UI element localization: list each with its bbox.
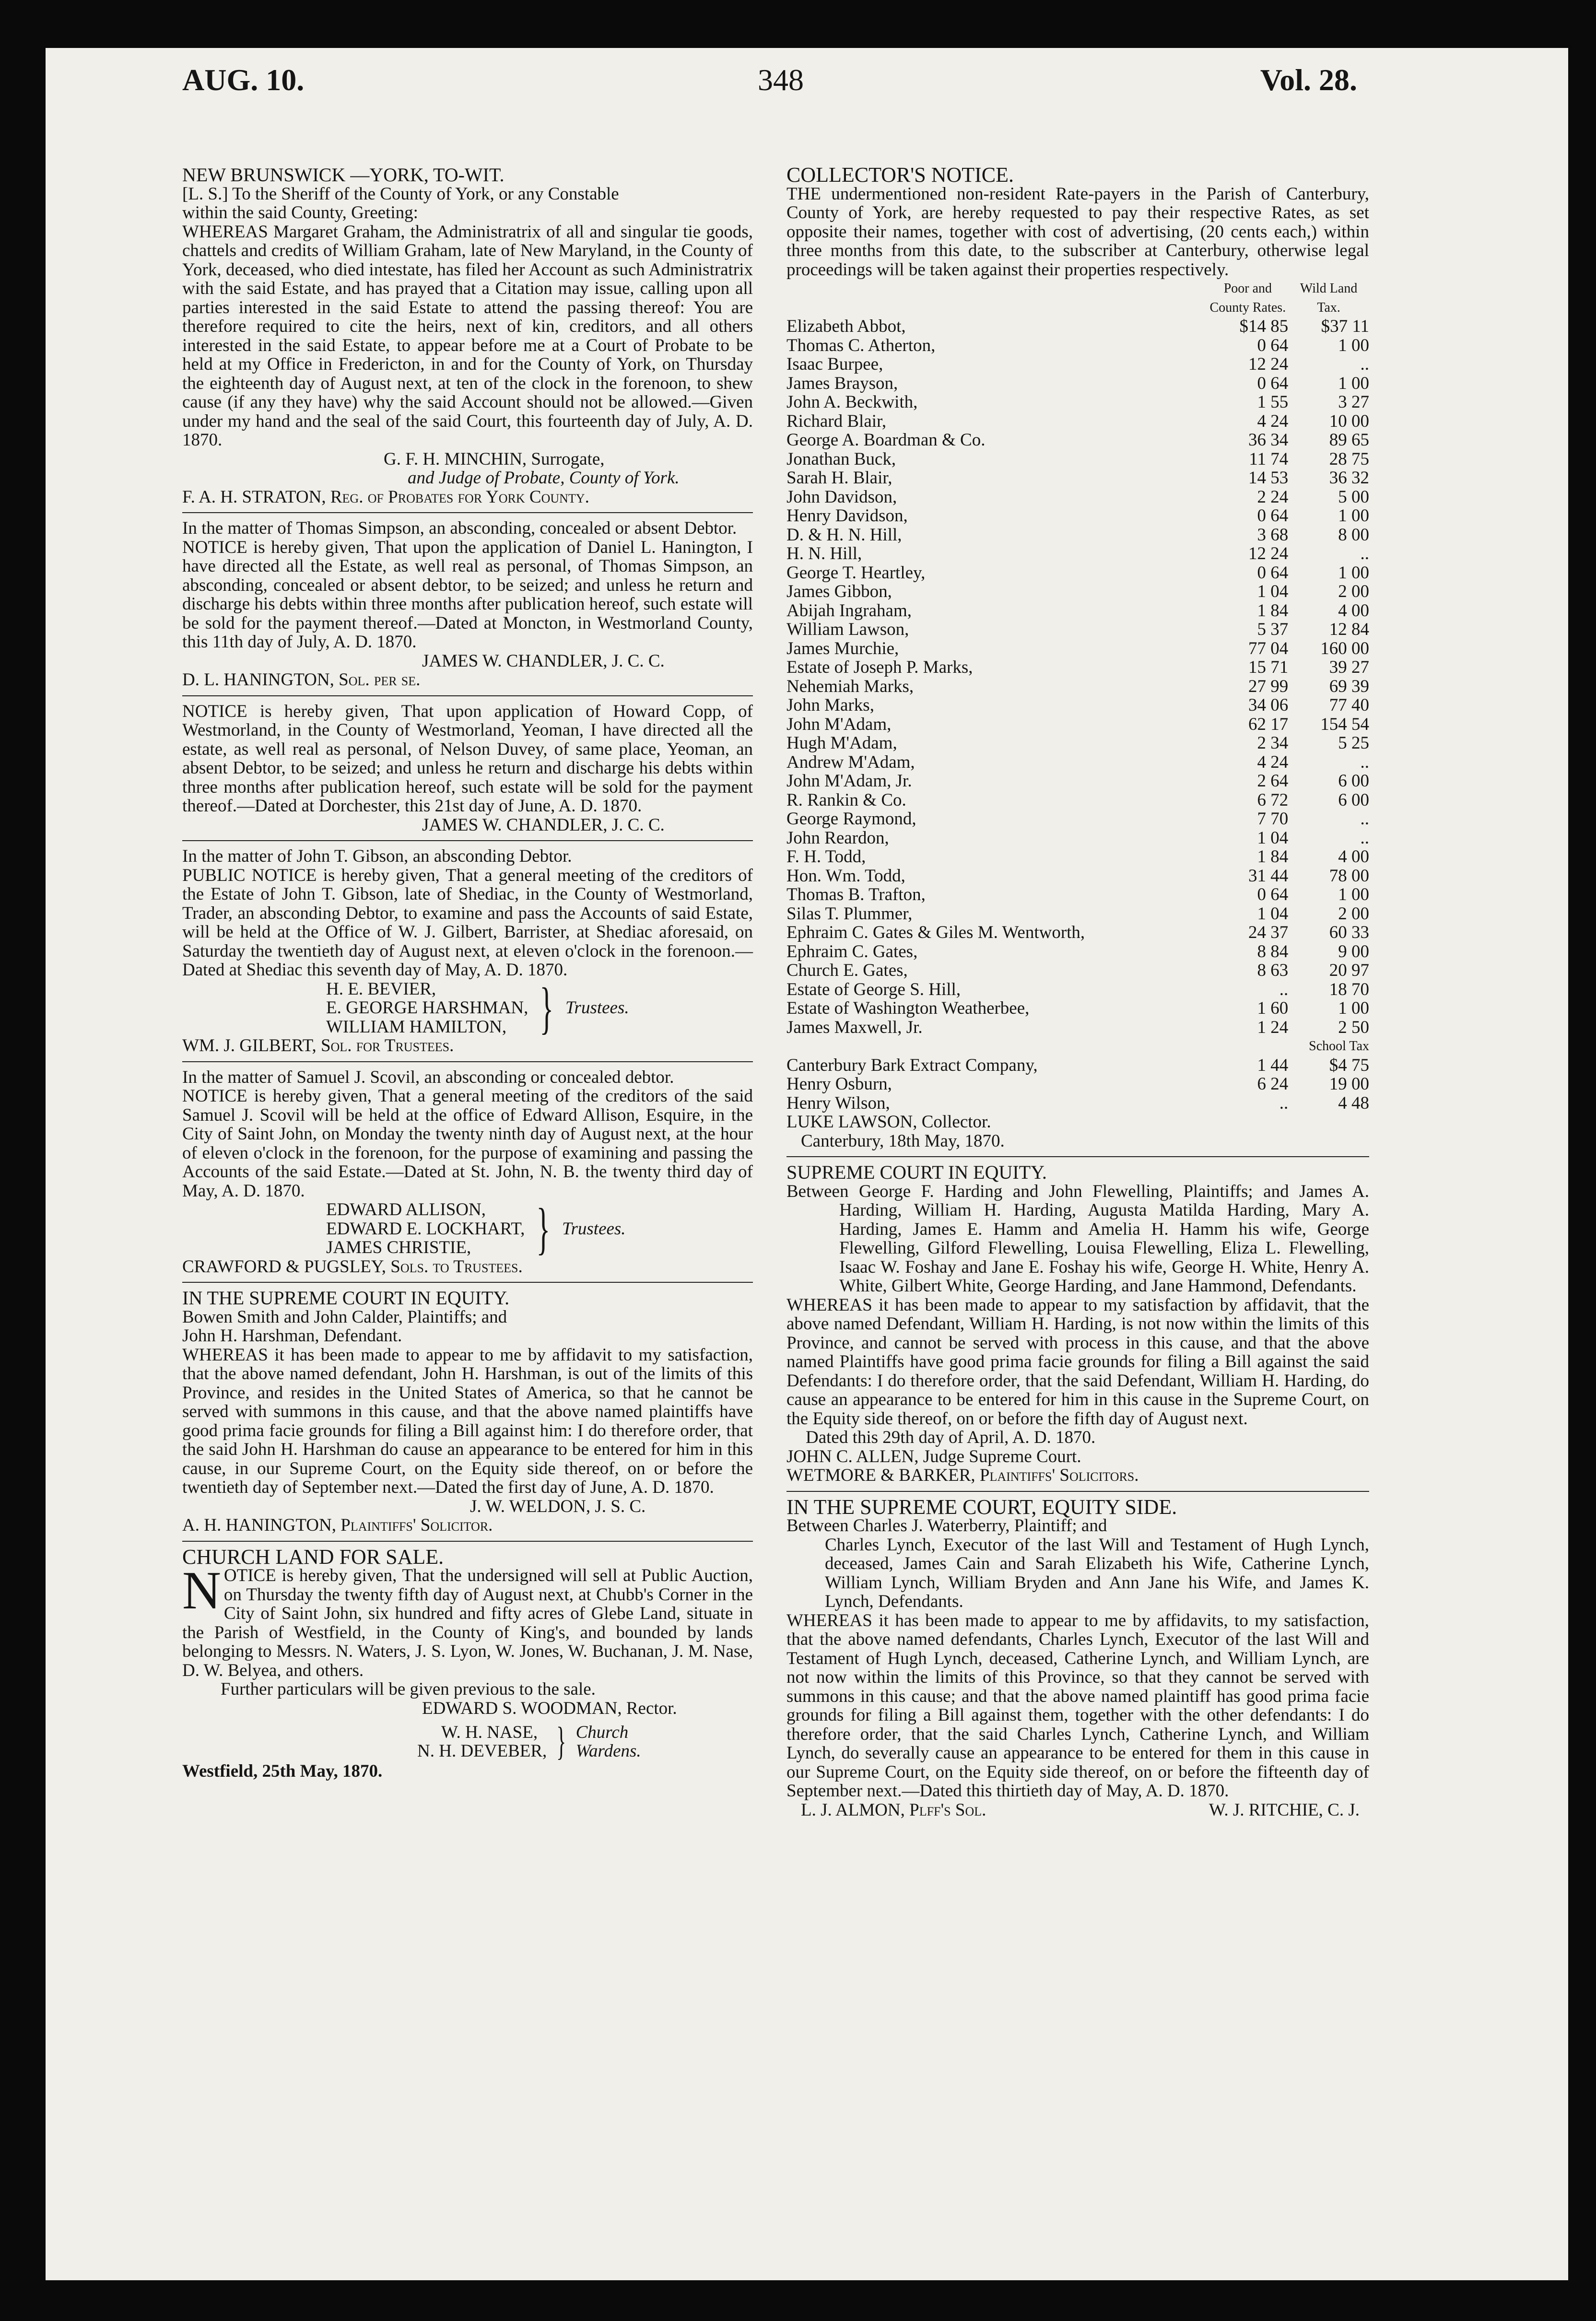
solicitor-line: WM. J. GILBERT, Sol. for Trustees. bbox=[182, 1036, 454, 1055]
notice-heading: In the matter of John T. Gibson, an absconding Debtor. bbox=[182, 846, 572, 866]
probate-citation-notice bbox=[182, 165, 753, 506]
trustee-names bbox=[326, 1200, 525, 1257]
solicitor-line: A. H. HANINGTON, Plaintiffs' Solicitor. bbox=[182, 1515, 493, 1535]
table-row bbox=[786, 544, 1369, 563]
harshman-equity-notice bbox=[182, 1289, 753, 1535]
rate-cell-name: James Maxwell, Jr. bbox=[786, 1017, 923, 1037]
rate-cell-name: Ephraim C. Gates & Giles M. Wentworth, bbox=[786, 923, 1085, 942]
rate-cell-poor-rate: 6 24 bbox=[1257, 1074, 1289, 1094]
address-line-1: To the Sheriff of the County of York, or any Constable bbox=[232, 184, 619, 204]
rate-cell-land-tax: 4 48 bbox=[1338, 1093, 1369, 1113]
table-row bbox=[786, 1056, 1369, 1075]
rate-cell-poor-rate: 1 44 bbox=[1257, 1055, 1289, 1075]
gibson-debtor-notice bbox=[182, 847, 753, 1055]
trustee-role: Trustees. bbox=[562, 1219, 626, 1239]
notice-body: WHEREAS Margaret Graham, the Administratrix of all and singular tie goods, chattels and credits of William Graham, late of New Maryland, in the County of York, deceased, who died intestate, has filed her Account as such Administratrix with the said Estate, and has prayed that a Citation may issue, calling upon all parties interested in the said Estate to attend the passing thereof: You are therefore required to cite the heirs, next of kin, creditors, and all others interested in the said Estate, to appear before me at a Court of Probate to be held at my Office in Fredericton, in and for the County of York, on Thursday the eighteenth day of August next, at ten of the clock in the forenoon, to shew cause (if any they have) why the said Account should not be allowed.—Given under my hand and the seal of the said Court, this fourteenth day of July, A. D. 1870. bbox=[182, 222, 753, 450]
rate-cell-poor-rate: 2 34 bbox=[1257, 733, 1289, 753]
rate-cell-land-tax: 160 00 bbox=[1320, 638, 1369, 658]
rate-cell-poor-rate: 2 64 bbox=[1257, 771, 1289, 791]
judge-signature: JOHN C. ALLEN, Judge Supreme Court. bbox=[786, 1446, 1081, 1466]
table-row bbox=[786, 620, 1369, 639]
rate-cell-poor-rate: 0 64 bbox=[1257, 506, 1289, 526]
address-line-2: within the said County, Greeting: bbox=[182, 203, 418, 223]
rate-cell-poor-rate: 4 24 bbox=[1257, 411, 1289, 431]
rate-cell-land-tax: 10 00 bbox=[1329, 411, 1369, 431]
rate-cell-land-tax: $4 75 bbox=[1329, 1055, 1369, 1075]
divider bbox=[182, 1282, 753, 1283]
table-row bbox=[786, 999, 1369, 1018]
divider bbox=[786, 1156, 1369, 1157]
school-tax-header-row bbox=[786, 1037, 1369, 1056]
rate-cell-land-tax: 12 84 bbox=[1329, 620, 1369, 639]
collectors-notice bbox=[786, 165, 1369, 1150]
rate-cell-name: Thomas B. Trafton, bbox=[786, 885, 926, 904]
rate-cell-name: F. H. Todd, bbox=[786, 847, 866, 867]
rate-cell-land-tax: 18 70 bbox=[1329, 979, 1369, 999]
rate-cell-land-tax: 3 27 bbox=[1338, 392, 1369, 412]
rate-cell-name: Estate of Joseph P. Marks, bbox=[786, 657, 973, 677]
notice-body bbox=[182, 1561, 753, 1680]
rate-cell-land-tax: 154 54 bbox=[1320, 714, 1369, 734]
rate-cell-land-tax: $37 11 bbox=[1321, 316, 1369, 336]
trustee-name: EDWARD ALLISON, bbox=[326, 1200, 486, 1219]
rate-cell-poor-rate: 34 06 bbox=[1248, 695, 1289, 715]
table-row bbox=[786, 393, 1369, 412]
rate-cell-land-tax: 69 39 bbox=[1329, 676, 1369, 696]
table-row bbox=[786, 526, 1369, 545]
trustee-block bbox=[182, 975, 753, 1040]
rate-cell-land-tax: 5 25 bbox=[1338, 733, 1369, 753]
divider bbox=[786, 1491, 1369, 1492]
rate-cell-poor-rate: 15 71 bbox=[1248, 657, 1289, 677]
rate-cell-name: John A. Beckwith, bbox=[786, 392, 918, 412]
issue-date: AUG. 10. bbox=[182, 63, 305, 97]
rate-cell-land-tax: .. bbox=[1360, 354, 1369, 374]
notice-body: NOTICE is hereby given, That upon application of Howard Copp, of Westmorland, in the County of Westmorland, Yeoman, I have directed all the estate, as well real as personal, of Nelson Duvey, of same place, Yeoman, an absent Debtor, to be seized; and unless he return and discharge his debts within three months after publication hereof, such estate will be sold for the payment thereof.—Dated at Dorchester, this 21st day of June, A. D. 1870. bbox=[182, 701, 753, 816]
notice-body: WHEREAS it has been made to appear to me by affidavit to my satisfaction, that the above named defendant, John H. Harshman, is out of the limits of this Province, and resides in the United States of America, so that he cannot be served with summons in this cause, and that the above named plaintiffs have good prima facie grounds for filing a Bill against him: I do therefore order, that the said John H. Harshman do cause an appearance to be entered for him in this cause, in our Supreme Court, on the Equity side thereof, on or before the twentieth day of September next.—Dated the first day of June, A. D. 1870. bbox=[182, 1345, 753, 1497]
signature: JAMES W. CHANDLER, J. C. C. bbox=[422, 815, 665, 835]
harding-equity-notice bbox=[786, 1163, 1369, 1485]
rate-cell-name: John Davidson, bbox=[786, 487, 897, 507]
rate-cell-land-tax: 1 00 bbox=[1338, 335, 1369, 355]
notice-body: WHEREAS it has been made to appear to my satisfaction by affidavit, that the above named Defendant, William H. Harding, is not now within the limits of this Province, and cannot be served with process in this cause, and that the above named Plaintiffs have good prima facie grounds for filing a Bill against the said Defendants: I do therefore order, that the said Defendant, William H. Harding, do cause an appearance to be entered for him in this cause in the Supreme Court, on the Equity side thereof, on or before the fifth day of August next. bbox=[786, 1295, 1369, 1429]
notice-heading: SUPREME COURT IN EQUITY. bbox=[786, 1161, 1047, 1183]
rate-cell-poor-rate: 0 64 bbox=[1257, 335, 1289, 355]
rate-cell-land-tax: 1 00 bbox=[1338, 998, 1369, 1018]
notice-body: PUBLIC NOTICE is hereby given, That a general meeting of the creditors of the Estate of John T. Gibson, late of Shediac, in the County of Westmorland, Trader, an absconding Debtor, to examine and pass the Accounts of said Estate, will be held at the Office of W. J. Gilbert, Barrister, at Shediac aforesaid, on Saturday the twentieth day of August next, at eleven o'clock in the forenoon.—Dated at Shediac this seventh day of May, A. D. 1870. bbox=[182, 865, 753, 980]
rate-cell-name: James Murchie, bbox=[786, 638, 899, 658]
rate-cell-land-tax: 1 00 bbox=[1338, 506, 1369, 526]
signature-title: and Judge of Probate, County of York. bbox=[408, 468, 680, 488]
trustee-name: JAMES CHRISTIE, bbox=[326, 1238, 471, 1257]
collector-signature: LUKE LAWSON, Collector. bbox=[786, 1112, 991, 1132]
notice-heading: COLLECTOR'S NOTICE. bbox=[786, 163, 1014, 187]
brace-glyph: } bbox=[556, 1719, 566, 1764]
table-header-row bbox=[786, 279, 1369, 317]
place-date: Westfield, 25th May, 1870. bbox=[182, 1761, 383, 1781]
rate-cell-name: Ephraim C. Gates, bbox=[786, 941, 918, 961]
notice-heading: IN THE SUPREME COURT IN EQUITY. bbox=[182, 1287, 510, 1309]
rate-cell-poor-rate: 24 37 bbox=[1248, 923, 1289, 942]
school-tax-header: School Tax bbox=[1309, 1039, 1369, 1054]
rate-cell-land-tax: 2 00 bbox=[1338, 582, 1369, 601]
rate-cell-poor-rate: 1 60 bbox=[1257, 998, 1289, 1018]
table-row bbox=[786, 506, 1369, 526]
running-head bbox=[182, 62, 1357, 120]
warden-name: N. H. DEVEBER, bbox=[417, 1741, 547, 1761]
rate-cell-poor-rate: 1 24 bbox=[1257, 1017, 1289, 1037]
wardens-block bbox=[182, 1718, 753, 1766]
rate-cell-land-tax: 1 00 bbox=[1338, 885, 1369, 904]
signature: JAMES W. CHANDLER, J. C. C. bbox=[422, 651, 665, 671]
brace-glyph: } bbox=[536, 1196, 551, 1261]
rate-cell-land-tax: 28 75 bbox=[1329, 449, 1369, 469]
rate-cell-poor-rate: $14 85 bbox=[1239, 316, 1289, 336]
rate-cell-poor-rate: 1 04 bbox=[1257, 903, 1289, 924]
rate-cell-poor-rate: .. bbox=[1279, 1093, 1289, 1113]
rate-cell-name: John Marks, bbox=[786, 695, 874, 715]
divider bbox=[182, 840, 753, 841]
table-row bbox=[786, 355, 1369, 374]
divider bbox=[182, 512, 753, 513]
rate-cell-land-tax: 77 40 bbox=[1329, 695, 1369, 715]
table-row bbox=[786, 317, 1369, 336]
wild-land-tax-header: Wild Land Tax. bbox=[1300, 281, 1358, 315]
parties-line-2: Charles Lynch, Executor of the last Will and Testament of Hugh Lynch, deceased, James Cain and Sarah Elizabeth his Wife, Catherine Lynch, William Lynch, William Bryden and Ann Jane his Wife, and James K. Lynch, Defendants. bbox=[825, 1535, 1369, 1611]
rate-cell-land-tax: 19 00 bbox=[1329, 1074, 1369, 1094]
rate-cell-poor-rate: 1 04 bbox=[1257, 582, 1289, 601]
rate-cell-name: Thomas C. Atherton, bbox=[786, 335, 936, 355]
table-row bbox=[786, 1018, 1369, 1037]
rate-cell-poor-rate: 0 64 bbox=[1257, 563, 1289, 583]
table-row bbox=[786, 961, 1369, 980]
rate-cell-poor-rate: 12 24 bbox=[1248, 544, 1289, 563]
rate-cell-land-tax: 1 00 bbox=[1338, 373, 1369, 393]
rate-cell-poor-rate: 27 99 bbox=[1248, 676, 1289, 696]
volume-number: Vol. 28. bbox=[1260, 63, 1357, 97]
parties-line-1: Bowen Smith and John Calder, Plaintiffs; and bbox=[182, 1307, 507, 1327]
name-column-header bbox=[786, 279, 1208, 317]
signature-line bbox=[786, 1801, 1369, 1820]
trustee-name: H. E. BEVIER, bbox=[326, 979, 436, 999]
signature-surrogate: G. F. H. MINCHIN, Surrogate, bbox=[384, 449, 605, 469]
rate-cell-name: Henry Wilson, bbox=[786, 1093, 890, 1113]
chief-justice-signature: W. J. RITCHIE, C. J. bbox=[1209, 1800, 1360, 1820]
warden-names bbox=[417, 1723, 547, 1761]
rate-cell-name: Andrew M'Adam, bbox=[786, 752, 915, 772]
solicitor-line: D. L. HANINGTON, Sol. per se. bbox=[182, 670, 421, 690]
rate-cell-poor-rate: 3 68 bbox=[1257, 525, 1289, 545]
trustee-names bbox=[326, 980, 528, 1037]
notice-body: NOTICE is hereby given, That a general meeting of the creditors of the said Samuel J. Scovil will be held at the office of Edward Allison, Esquire, in the City of Saint John, on Monday the twenty ninth day of August next, at the hour of eleven o'clock in the forenoon, for the purpose of examining and passing the Accounts of the said Estate.—Dated at St. John, N. B. the twenty third day of May, A. D. 1870. bbox=[182, 1086, 753, 1201]
table-row bbox=[786, 336, 1369, 355]
rate-cell-land-tax: .. bbox=[1360, 544, 1369, 563]
rate-cell-land-tax: 5 00 bbox=[1338, 487, 1369, 507]
solicitor-line: WETMORE & BARKER, Plaintiffs' Solicitors. bbox=[786, 1465, 1139, 1485]
rate-cell-poor-rate: 4 24 bbox=[1257, 752, 1289, 772]
warden-role-line: Wardens. bbox=[575, 1741, 641, 1761]
rate-cell-name: Elizabeth Abbot, bbox=[786, 316, 906, 336]
duvey-debtor-notice bbox=[182, 702, 753, 835]
notice-body: THE undermentioned non-resident Rate-payers in the Parish of Canterbury, County of York, are hereby requested to pay their respective Rates, as set opposite their names, together with cost of advertising, (20 cents each,) within three months from this date, to the subscriber at Canterbury, otherwise legal proceedings will be taken against their properties respectively. bbox=[786, 184, 1369, 280]
rate-cell-poor-rate: 0 64 bbox=[1257, 885, 1289, 904]
rate-cell-land-tax: .. bbox=[1360, 828, 1369, 848]
divider bbox=[182, 1061, 753, 1062]
table-row bbox=[786, 639, 1369, 658]
table-row bbox=[786, 658, 1369, 677]
rate-cell-poor-rate: 1 84 bbox=[1257, 847, 1289, 867]
rate-cell-name: John M'Adam, Jr. bbox=[786, 771, 912, 791]
trustee-name: E. GEORGE HARSHMAN, bbox=[326, 998, 528, 1018]
rate-cell-land-tax: 4 00 bbox=[1338, 847, 1369, 867]
notice-heading: CHURCH LAND FOR SALE. bbox=[182, 1545, 444, 1569]
table-row bbox=[786, 715, 1369, 734]
rate-cell-land-tax: 6 00 bbox=[1338, 771, 1369, 791]
rates-table bbox=[786, 279, 1369, 1113]
table-row bbox=[786, 791, 1369, 810]
school-tax-table-body bbox=[786, 1056, 1369, 1113]
rate-cell-name: Jonathan Buck, bbox=[786, 449, 896, 469]
parties: Between George F. Harding and John Flewelling, Plaintiffs; and James A. Harding, William H. Harding, Augusta Matilda Harding, Mary A. Harding, James E. Hamm and Amelia H. Hamm his wife, George Flewelling, Gilford Flewelling, Louisa Flewelling, Eliza L. Flewelling, Isaac W. Foshay and Jane E. Foshay his wife, George H. White, Henry A. White, Gilbert White, George Harding, and Jane Hammond, Defendants. bbox=[786, 1181, 1369, 1296]
left-column bbox=[182, 165, 753, 1781]
rate-cell-land-tax: .. bbox=[1360, 752, 1369, 772]
rates-table-body bbox=[786, 317, 1369, 1037]
notice-body: WHEREAS it has been made to appear to me by affidavits, to my satisfaction, that the above named defendants, Charles Lynch, Executor of the last Will and Testament of Hugh Lynch, deceased, Catherine Lynch, and William Lynch, are not now within the limits of this Province, so that they cannot be served with summons in this cause; and that the above named plaintiff has good prima facie grounds for filing a Bill against them, together with the other defendants: I do therefore order, that the said Charles Lynch, Catherine Lynch, and William Lynch, do severally cause an appearance to be entered for them in this cause in our Supreme Court, on the Equity side thereof, on or before the fifteenth day of September next.—Dated this thirtieth day of May, A. D. 1870. bbox=[786, 1610, 1369, 1801]
rate-cell-poor-rate: 8 84 bbox=[1257, 941, 1289, 961]
table-row bbox=[786, 847, 1369, 867]
trustee-role: Trustees. bbox=[565, 998, 629, 1018]
parties-line-1: Between Charles J. Waterberry, Plaintiff; and bbox=[786, 1516, 1107, 1536]
warden-role-line: Church bbox=[575, 1722, 629, 1742]
notice-heading: IN THE SUPREME COURT, EQUITY SIDE. bbox=[786, 1495, 1177, 1519]
rate-cell-name: Silas T. Plummer, bbox=[786, 903, 913, 924]
table-row bbox=[786, 980, 1369, 999]
rate-cell-name: Hugh M'Adam, bbox=[786, 733, 897, 753]
rate-cell-poor-rate: 6 72 bbox=[1257, 790, 1289, 810]
rate-cell-land-tax: 2 00 bbox=[1338, 903, 1369, 924]
divider bbox=[182, 695, 753, 696]
further-particulars: Further particulars will be given previous to the sale. bbox=[221, 1679, 596, 1699]
signature: J. W. WELDON, J. S. C. bbox=[470, 1496, 646, 1516]
table-row bbox=[786, 450, 1369, 469]
rate-cell-name: Church E. Gates, bbox=[786, 961, 908, 980]
rate-cell-poor-rate: 0 64 bbox=[1257, 373, 1289, 393]
notice-heading: NEW BRUNSWICK —YORK, TO-WIT. bbox=[182, 164, 505, 186]
rate-cell-poor-rate: 12 24 bbox=[1248, 354, 1289, 374]
table-row bbox=[786, 696, 1369, 715]
rate-cell-name: Henry Osburn, bbox=[786, 1074, 892, 1094]
rate-cell-poor-rate: 36 34 bbox=[1248, 430, 1289, 450]
seal-mark: [L. S.] bbox=[182, 184, 228, 204]
rate-cell-name: Estate of Washington Weatherbee, bbox=[786, 998, 1030, 1018]
table-row bbox=[786, 923, 1369, 942]
seal-address bbox=[182, 185, 753, 204]
scovil-debtor-notice bbox=[182, 1068, 753, 1277]
rate-cell-name: H. N. Hill, bbox=[786, 544, 862, 563]
rate-cell-poor-rate: 11 74 bbox=[1249, 449, 1289, 469]
page-number: 348 bbox=[758, 63, 804, 97]
rate-cell-land-tax: 89 65 bbox=[1329, 430, 1369, 450]
plaintiff-solicitor: L. J. ALMON, Plff's Sol. bbox=[801, 1800, 986, 1820]
rate-cell-land-tax: 1 00 bbox=[1338, 563, 1369, 583]
notice-body-text: OTICE is hereby given, That the undersigned will sell at Public Auction, on Thursday the twenty fifth day of August next, at Chubb's Corner in the City of Saint John, six hundred and fifty acres of Glebe Land, situate in the Parish of Westfield, in the County of King's, and bounded by lands belonging to Messrs. N. Waters, J. S. Lyon, W. Jones, W. Buchanan, J. M. Nase, D. W. Belyea, and others. bbox=[182, 1566, 753, 1680]
rate-cell-land-tax: .. bbox=[1360, 809, 1369, 829]
table-row bbox=[786, 488, 1369, 507]
rate-cell-poor-rate: .. bbox=[1279, 979, 1289, 999]
drop-cap: N bbox=[182, 1561, 221, 1620]
rate-cell-poor-rate: 31 44 bbox=[1248, 866, 1289, 886]
rate-cell-land-tax: 20 97 bbox=[1329, 961, 1369, 980]
trustee-name: EDWARD E. LOCKHART, bbox=[326, 1219, 525, 1239]
rate-cell-name: Estate of George S. Hill, bbox=[786, 979, 961, 999]
rate-cell-poor-rate: 1 84 bbox=[1257, 600, 1289, 621]
warden-name: W. H. NASE, bbox=[441, 1722, 538, 1742]
table-row bbox=[786, 904, 1369, 924]
rate-cell-land-tax: 4 00 bbox=[1338, 600, 1369, 621]
rate-cell-name: Richard Blair, bbox=[786, 411, 887, 431]
rate-cell-land-tax: 78 00 bbox=[1329, 866, 1369, 886]
rate-cell-name: John M'Adam, bbox=[786, 714, 892, 734]
rate-cell-land-tax: 9 00 bbox=[1338, 941, 1369, 961]
rate-cell-name: George T. Heartley, bbox=[786, 563, 926, 583]
school-tax-section bbox=[786, 1037, 1369, 1056]
rate-cell-poor-rate: 1 55 bbox=[1257, 392, 1289, 412]
rate-cell-name: Hon. Wm. Todd, bbox=[786, 866, 905, 886]
table-row bbox=[786, 563, 1369, 583]
simpson-debtor-notice bbox=[182, 519, 753, 690]
trustee-name: WILLIAM HAMILTON, bbox=[326, 1017, 507, 1037]
right-column bbox=[786, 165, 1369, 1819]
registrar-line: F. A. H. STRATON, Reg. of Probates for York County. bbox=[182, 487, 589, 507]
table-row bbox=[786, 867, 1369, 886]
rate-cell-poor-rate: 5 37 bbox=[1257, 620, 1289, 639]
rate-cell-name: Isaac Burpee, bbox=[786, 354, 883, 374]
rate-cell-land-tax: 39 27 bbox=[1329, 657, 1369, 677]
place-date: Canterbury, 18th May, 1870. bbox=[801, 1131, 1005, 1151]
rate-cell-name: Canterbury Bark Extract Company, bbox=[786, 1055, 1038, 1075]
table-row bbox=[786, 601, 1369, 621]
dated-line: Dated this 29th day of April, A. D. 1870. bbox=[806, 1428, 1096, 1447]
rate-cell-land-tax: 2 50 bbox=[1338, 1017, 1369, 1037]
rate-cell-name: James Brayson, bbox=[786, 373, 898, 393]
poor-county-rates-header: Poor and County Rates. bbox=[1209, 281, 1286, 315]
rate-cell-poor-rate: 8 63 bbox=[1257, 961, 1289, 980]
table-row bbox=[786, 829, 1369, 848]
rate-cell-land-tax: 8 00 bbox=[1338, 525, 1369, 545]
rate-cell-name: James Gibbon, bbox=[786, 582, 892, 601]
rate-cell-name: George Raymond, bbox=[786, 809, 916, 829]
rate-cell-name: R. Rankin & Co. bbox=[786, 790, 906, 810]
table-row bbox=[786, 374, 1369, 393]
rate-cell-poor-rate: 77 04 bbox=[1248, 638, 1289, 658]
table-row bbox=[786, 885, 1369, 904]
divider bbox=[182, 1541, 753, 1542]
table-row bbox=[786, 582, 1369, 601]
brace-glyph: } bbox=[540, 975, 554, 1040]
parties-line-2: John H. Harshman, Defendant. bbox=[182, 1326, 402, 1346]
rate-cell-name: William Lawson, bbox=[786, 620, 909, 639]
rate-cell-name: John Reardon, bbox=[786, 828, 889, 848]
rate-cell-poor-rate: 1 04 bbox=[1257, 828, 1289, 848]
rate-cell-poor-rate: 14 53 bbox=[1248, 468, 1289, 488]
rate-cell-name: Abijah Ingraham, bbox=[786, 600, 912, 621]
church-land-notice bbox=[182, 1547, 753, 1781]
table-row bbox=[786, 677, 1369, 696]
rate-cell-name: Sarah H. Blair, bbox=[786, 468, 892, 488]
warden-role bbox=[576, 1723, 641, 1761]
rector-signature: EDWARD S. WOODMAN, Rector. bbox=[422, 1698, 677, 1718]
table-row bbox=[786, 431, 1369, 450]
notice-body: NOTICE is hereby given, That upon the application of Daniel L. Hanington, I have directed all the Estate, as well real as personal, of Thomas Simpson, an absconding, concealed or absent debtor, to be seized; and unless he return and discharge his debts within three months after publication hereof, such estate will be sold for the payment thereof.—Dated at Moncton, in Westmorland County, this 11th day of July, A. D. 1870. bbox=[182, 537, 753, 652]
notice-heading: In the matter of Samuel J. Scovil, an absconding or concealed debtor. bbox=[182, 1067, 674, 1087]
table-row bbox=[786, 772, 1369, 791]
rate-cell-poor-rate: 62 17 bbox=[1248, 714, 1289, 734]
rate-cell-land-tax: 36 32 bbox=[1329, 468, 1369, 488]
rate-cell-poor-rate: 7 70 bbox=[1257, 809, 1289, 829]
table-row bbox=[786, 753, 1369, 772]
table-row bbox=[786, 809, 1369, 829]
table-row bbox=[786, 942, 1369, 961]
rate-cell-land-tax: 60 33 bbox=[1329, 923, 1369, 942]
trustee-block bbox=[182, 1196, 753, 1261]
lynch-equity-notice bbox=[786, 1495, 1369, 1820]
solicitor-line: CRAWFORD & PUGSLEY, Sols. to Trustees. bbox=[182, 1256, 523, 1277]
table-row bbox=[786, 734, 1369, 753]
rate-cell-name: Henry Davidson, bbox=[786, 506, 908, 526]
table-row bbox=[786, 412, 1369, 431]
rate-cell-poor-rate: 2 24 bbox=[1257, 487, 1289, 507]
rate-cell-name: George A. Boardman & Co. bbox=[786, 430, 986, 450]
rate-cell-land-tax: 6 00 bbox=[1338, 790, 1369, 810]
rate-cell-name: Nehemiah Marks, bbox=[786, 676, 914, 696]
rate-cell-name: D. & H. N. Hill, bbox=[786, 525, 902, 545]
table-row bbox=[786, 469, 1369, 488]
table-row bbox=[786, 1075, 1369, 1094]
notice-heading: In the matter of Thomas Simpson, an absconding, concealed or absent Debtor. bbox=[182, 518, 737, 538]
table-row bbox=[786, 1094, 1369, 1113]
